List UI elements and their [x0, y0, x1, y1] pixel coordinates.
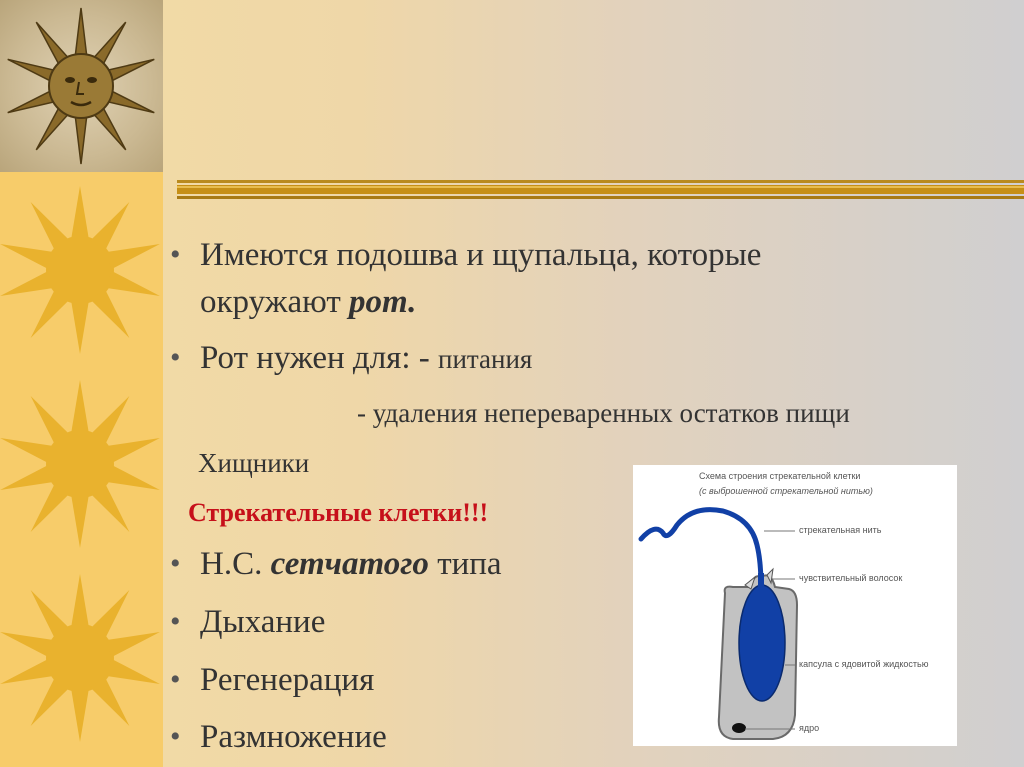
- bullet-text: типа: [428, 546, 502, 582]
- bronze-sun-face-image: [0, 0, 163, 172]
- bullet-sole-tentacles-cont: [200, 283, 416, 321]
- bullet-text: Регенерация: [200, 662, 375, 698]
- label-stinging-thread: стрекательная нить: [799, 525, 882, 535]
- bullet-text: Дыхание: [200, 604, 326, 640]
- label-venom-capsule: капсула с ядовитой жидкостью: [799, 659, 929, 669]
- label-nucleus: ядро: [799, 723, 820, 733]
- bullet-emphasis: рот.: [349, 284, 417, 320]
- bullet-mouth-cont: [357, 394, 850, 432]
- sun-decoration-3: [0, 566, 163, 756]
- diagram-title-line1: Схема строения стрекательной клетки: [699, 471, 861, 481]
- bullet-nervous-system: [200, 545, 502, 583]
- bullet-respiration: [200, 603, 325, 641]
- gold-divider-lines: [177, 180, 1024, 202]
- bullet-reproduction: [200, 718, 387, 756]
- bullet-text: Н.С.: [200, 546, 271, 582]
- bullet-text: Хищники: [198, 448, 310, 478]
- bullet-text: Имеются подошва и щупальца, которые: [200, 237, 762, 273]
- bullet-text: окружают: [200, 284, 349, 320]
- sun-decoration-1: [0, 178, 163, 368]
- bullet-regeneration: [200, 661, 374, 699]
- bullet-mouth-needed: [200, 339, 532, 378]
- bullet-text: Стрекательные клетки!!!: [188, 498, 489, 527]
- stinging-cell-drawing: [633, 465, 957, 746]
- bullet-text: Размножение: [200, 719, 387, 755]
- bullet-text: Рот нужен для: -: [200, 340, 439, 376]
- bullet-subtext: питания: [438, 344, 533, 374]
- bullet-emphasis: сетчатого: [270, 546, 429, 582]
- stinging-cell-diagram: [633, 465, 957, 746]
- label-sensitive-hair: чувствительный волосок: [799, 573, 903, 583]
- left-decor-strip: [0, 0, 163, 767]
- diagram-title-line2: (с выброшенной стрекательной нитью): [699, 486, 873, 496]
- sun-decoration-2: [0, 372, 163, 562]
- predators-label: [198, 444, 309, 482]
- bullet-text: - удаления непереваренных остатков пищи: [357, 398, 850, 428]
- stinging-cells-label: [188, 494, 488, 532]
- bullet-sole-tentacles: [200, 236, 761, 274]
